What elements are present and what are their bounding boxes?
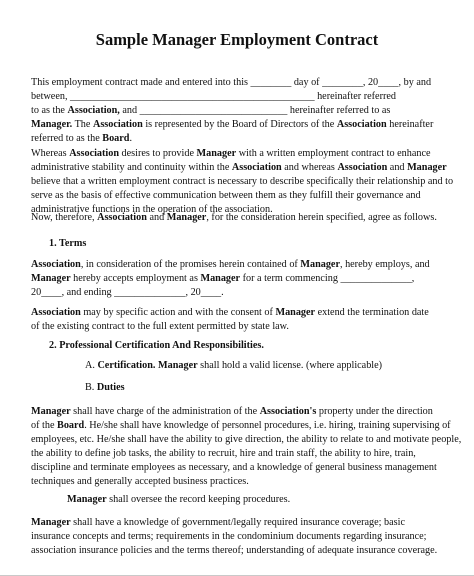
bold-term: Association xyxy=(97,212,147,223)
text-line: techniques and generally accepted business practices. xyxy=(31,476,249,487)
bold-term: Association's xyxy=(259,406,317,417)
bold-term: Association, xyxy=(67,105,120,116)
bold-term: Association xyxy=(337,162,388,173)
text-line: employees, etc. He/she shall have the ability to give direction, the ability to relate to and motivate people, xyxy=(31,434,462,445)
bold-term: Certification. xyxy=(97,360,156,371)
text-line: between, ________________________________________________ hereinafter referred xyxy=(31,91,396,102)
bold-term: Manager xyxy=(31,273,71,284)
bold-term: Manager xyxy=(158,360,198,371)
bold-term: Association xyxy=(231,162,282,173)
bold-term: Association xyxy=(31,307,81,318)
bold-term: Manager xyxy=(200,273,241,284)
document-title: Sample Manager Employment Contract xyxy=(95,30,379,49)
bold-term: Board xyxy=(57,420,85,431)
duties-paragraph-1 xyxy=(31,405,461,489)
bold-term: Manager xyxy=(166,212,207,223)
text-line: to as the Association, and _____________________________ hereinafter referred to as xyxy=(31,105,391,116)
text-line: 20____, and ending ______________, 20____. xyxy=(31,287,224,298)
now-therefore-paragraph xyxy=(31,211,437,225)
bold-term: Association xyxy=(92,119,143,130)
terms-paragraph-1 xyxy=(31,258,430,300)
text-line: Manager shall have charge of the administration of the Association's property under the direction xyxy=(31,406,433,417)
intro-paragraph xyxy=(31,76,433,146)
bold-term: Manager. xyxy=(31,119,73,130)
text-line: Manager hereby accepts employment as Manager for a term commencing ______________, xyxy=(31,273,415,284)
text-line: Association may by specific action and with the consent of Manager extend the termination date xyxy=(31,307,429,318)
text-line: Whereas Association desires to provide Manager with a written employment contract to enhance xyxy=(31,148,431,159)
text-line: administrative functions in the operation of the association. xyxy=(31,204,273,215)
text-line: Manager. The Association is represented by the Board of Directors of the Association hereinafter xyxy=(31,119,434,130)
section-1-heading xyxy=(49,237,86,251)
bold-term: Duties xyxy=(96,382,125,393)
bold-term: Association xyxy=(336,119,387,130)
bold-term: Manager xyxy=(31,517,71,528)
bold-term: Manager xyxy=(67,494,107,505)
text-line: Manager shall oversee the record keeping procedures. xyxy=(67,494,291,505)
text-line: B. Duties xyxy=(85,382,125,393)
duties-paragraph-2 xyxy=(67,493,290,507)
text-line: believe that a written employment contract is necessary to describe specifically their relationship and to xyxy=(31,176,454,187)
bold-term: 1. Terms xyxy=(49,238,87,249)
bold-term: Association xyxy=(31,259,81,270)
text-line: This employment contract made and entered into this ________ day of ________, 20____, by and xyxy=(31,77,432,88)
bold-term: Manager xyxy=(300,259,340,270)
text-line: A. Certification. Manager shall hold a valid license. (where applicable) xyxy=(85,360,383,371)
bold-term: Manager xyxy=(31,406,71,417)
bold-term: Manager xyxy=(407,162,447,173)
text-line: the ability to define job tasks, the ability to recruit, hire and train staff, the ability to hire, train, xyxy=(31,448,416,459)
text-line: Association, in consideration of the promises herein contained of Manager, hereby employs, and xyxy=(31,259,430,270)
bold-term: Board xyxy=(102,133,130,144)
bold-term: Association xyxy=(69,148,119,159)
duties-paragraph-3 xyxy=(31,516,437,558)
subsection-a-certification xyxy=(85,359,382,373)
text-line xyxy=(49,237,86,251)
text-line: serve as the basis of effective communication between them as they fulfill their governance and xyxy=(31,190,421,201)
text-line: discipline and terminate employees as necessary, and a knowledge of general business management xyxy=(31,462,437,473)
subsection-b-duties-heading xyxy=(85,381,125,395)
terms-paragraph-2 xyxy=(31,306,429,334)
text-line: referred to as the Board. xyxy=(31,133,132,144)
bold-term: Manager xyxy=(196,148,237,159)
text-line: of the existing contract to the full extent permitted by state law. xyxy=(31,321,289,332)
text-line: Now, therefore, Association and Manager, for the consideration herein specified, agree as follows. xyxy=(31,212,437,223)
text-line: insurance concepts and terms; requirements in the condominium documents regarding insurance; xyxy=(31,531,427,542)
bold-term: Manager xyxy=(275,307,316,318)
text-line xyxy=(49,339,264,353)
text-line: Manager shall have a knowledge of government/legally required insurance coverage; basic xyxy=(31,517,405,528)
bold-term: 2. Professional Certification And Responsibilities. xyxy=(49,340,264,351)
whereas-paragraph xyxy=(31,147,453,217)
text-line: administrative stability and continuity within the Association and whereas Association and Manager xyxy=(31,162,447,173)
section-2-heading xyxy=(49,339,264,353)
text-line: of the Board. He/she shall have knowledge of personnel procedures, i.e. hiring, training supervising of xyxy=(31,420,451,431)
text-line: association insurance policies and the terms thereof; understanding of adequate insurance coverage. xyxy=(31,545,438,556)
